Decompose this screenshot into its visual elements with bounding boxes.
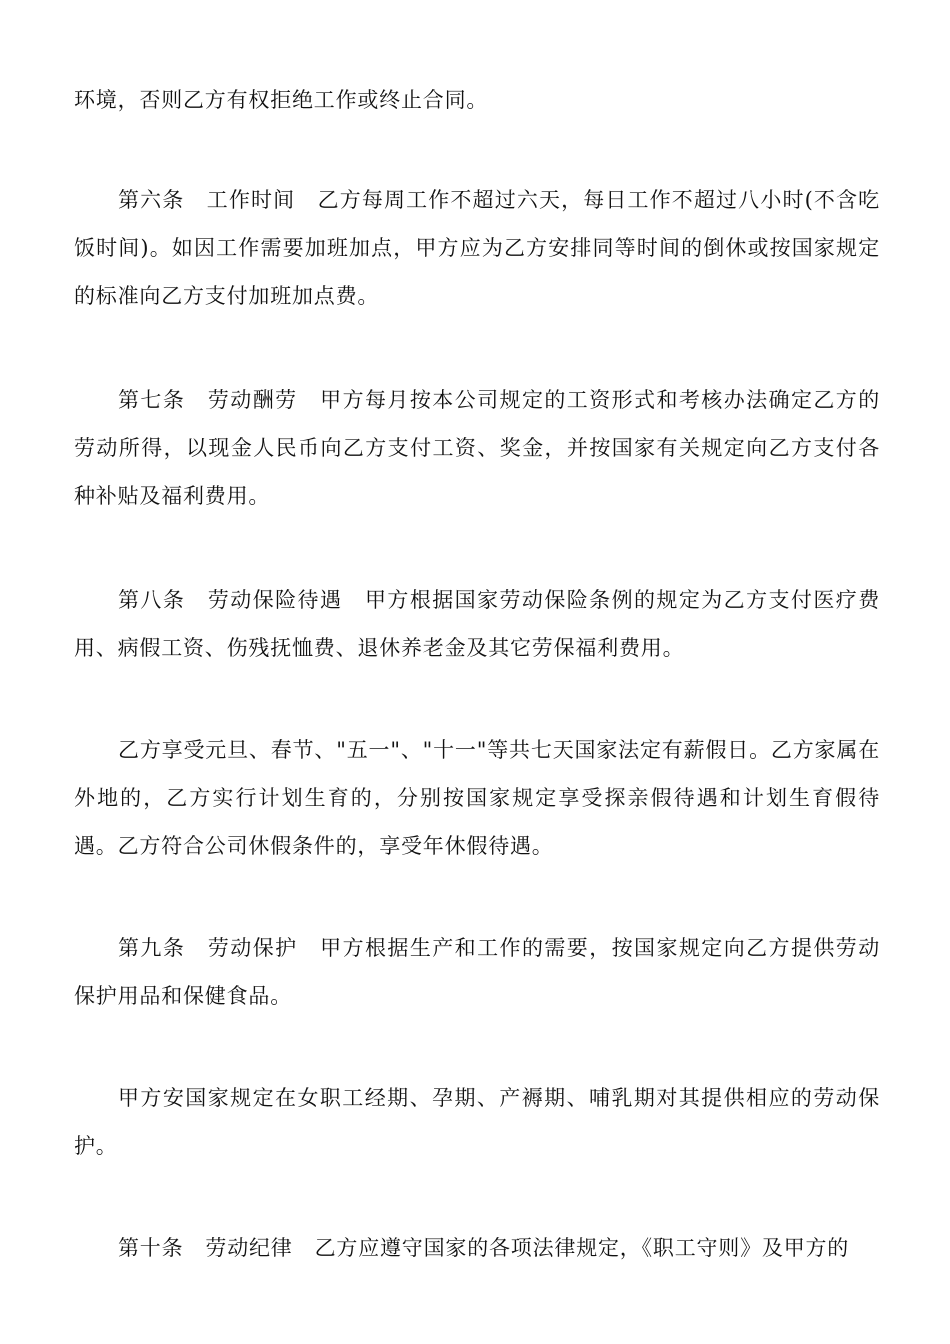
article-10-discipline bbox=[74, 1224, 880, 1272]
article-body: 甲方每月按本公司规定的工资形式和考核办法确定乙方的劳动所得，以现金人民币向乙方支付工资、奖金，并按国家有关规定向乙方支付各种补贴及福利费用。 bbox=[74, 388, 881, 508]
paragraph-female-protection bbox=[74, 1074, 880, 1170]
article-7-remuneration bbox=[74, 376, 880, 520]
article-body: 乙方应遵守国家的各项法律规定，《职工守则》及甲方的 bbox=[314, 1236, 850, 1260]
article-heading: 劳动保险待遇 bbox=[207, 588, 343, 612]
paragraph-text: 环境，否则乙方有权拒绝工作或终止合同。 bbox=[74, 88, 489, 112]
article-number: 第八条 bbox=[118, 588, 186, 612]
paragraph-text: 乙方享受元旦、春节、"五一"、"十一"等共七天国家法定有薪假日。乙方家属在外地的，乙方实行计划生育的，分别按国家规定享受探亲假待遇和计划生育假待遇。乙方符合公司休假条件的，享受年休假待遇。 bbox=[74, 738, 880, 858]
article-heading: 劳动保护 bbox=[207, 936, 298, 960]
article-heading: 工作时间 bbox=[206, 188, 296, 212]
article-heading: 劳动纪律 bbox=[205, 1236, 293, 1260]
article-8-insurance bbox=[74, 576, 880, 672]
paragraph-text: 甲方安国家规定在女职工经期、孕期、产褥期、哺乳期对其提供相应的劳动保护。 bbox=[74, 1086, 880, 1158]
article-number: 第六条 bbox=[118, 188, 185, 212]
article-body: 甲方根据生产和工作的需要，按国家规定向乙方提供劳动保护用品和保健食品。 bbox=[74, 936, 881, 1008]
article-heading: 劳动酬劳 bbox=[207, 388, 298, 412]
article-body: 甲方根据国家劳动保险条例的规定为乙方支付医疗费用、病假工资、伤残抚恤费、退休养老金及其它劳保福利费用。 bbox=[74, 588, 880, 660]
article-number: 第七条 bbox=[118, 388, 186, 412]
article-6-working-hours bbox=[74, 176, 880, 320]
paragraph-continuation bbox=[74, 76, 880, 124]
article-9-protection bbox=[74, 924, 880, 1020]
article-number: 第十条 bbox=[118, 1236, 184, 1260]
paragraph-holidays bbox=[74, 726, 880, 870]
article-number: 第九条 bbox=[118, 936, 186, 960]
article-body: 乙方每周工作不超过六天，每日工作不超过八小时(不含吃饭时间)。如因工作需要加班加点，甲方应为乙方安排同等时间的倒休或按国家规定的标准向乙方支付加班加点费。 bbox=[74, 188, 880, 308]
